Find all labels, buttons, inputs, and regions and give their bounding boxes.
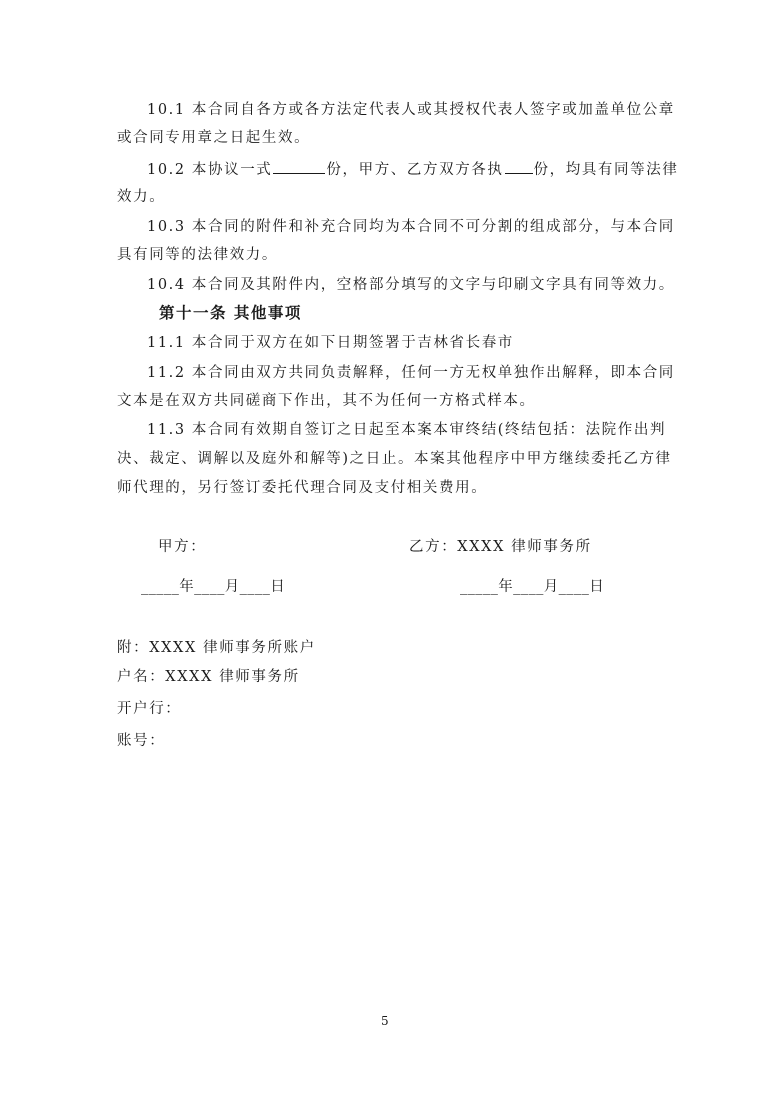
copies-total-blank	[273, 159, 325, 174]
clause-11-1-line1: 11.1 本合同于双方在如下日期签署于吉林省长春市	[147, 335, 514, 351]
party-a-label: 甲方：	[158, 539, 207, 555]
clause-10-3-line1: 10.3 本合同的附件和补充合同均为本合同不可分割的组成部分，与本合同	[147, 219, 675, 235]
bank-label: 开户行：	[117, 701, 182, 717]
clause-10-4-line1: 10.4 本合同及其附件内，空格部分填写的文字与印刷文字具有同等效力。	[147, 277, 675, 293]
party-a-date: _____年____月____日	[141, 579, 286, 595]
appendix-title: 附：XXXX 律师事务所账户	[117, 640, 316, 656]
article-11-heading: 第十一条 其他事项	[159, 304, 302, 322]
clause-10-2-line1	[147, 159, 678, 180]
clause-10-1-line1: 10.1 本合同自各方或各方法定代表人或其授权代表人签字或加盖单位公章	[147, 102, 675, 118]
party-b-label: 乙方：XXXX 律师事务所	[409, 539, 592, 555]
clause-10-3-line2: 具有同等的法律效力。	[117, 247, 278, 263]
clause-11-2-line2: 文本是在双方共同磋商下作出，其不为任何一方格式样本。	[117, 393, 536, 409]
clause-10-2-part-b: 份，甲方、乙方双方各执	[326, 162, 504, 178]
clause-10-2-part-a: 10.2 本协议一式	[147, 162, 273, 178]
clause-10-2-part-c: 份，均具有同等法律	[533, 162, 679, 178]
copies-each-blank	[505, 159, 533, 174]
clause-11-3-line3: 师代理的，另行签订委托代理合同及支付相关费用。	[117, 480, 488, 496]
account-number-label: 账号：	[117, 733, 166, 749]
clause-11-2-line1: 11.2 本合同由双方共同负责解释，任何一方无权单独作出解释，即本合同	[147, 365, 675, 381]
clause-10-1-line2: 或合同专用章之日起生效。	[117, 130, 311, 146]
page-number: 5	[381, 1014, 389, 1028]
clause-11-3-line2: 决、裁定、调解以及庭外和解等)之日止。本案其他程序中甲方继续委托乙方律	[117, 451, 672, 467]
party-b-date: _____年____月____日	[460, 579, 605, 595]
clause-10-2-line2: 效力。	[117, 189, 166, 205]
account-name: 户名：XXXX 律师事务所	[117, 669, 300, 685]
clause-11-3-line1: 11.3 本合同有效期自签订之日起至本案本审终结(终结包括：法院作出判	[147, 422, 667, 438]
